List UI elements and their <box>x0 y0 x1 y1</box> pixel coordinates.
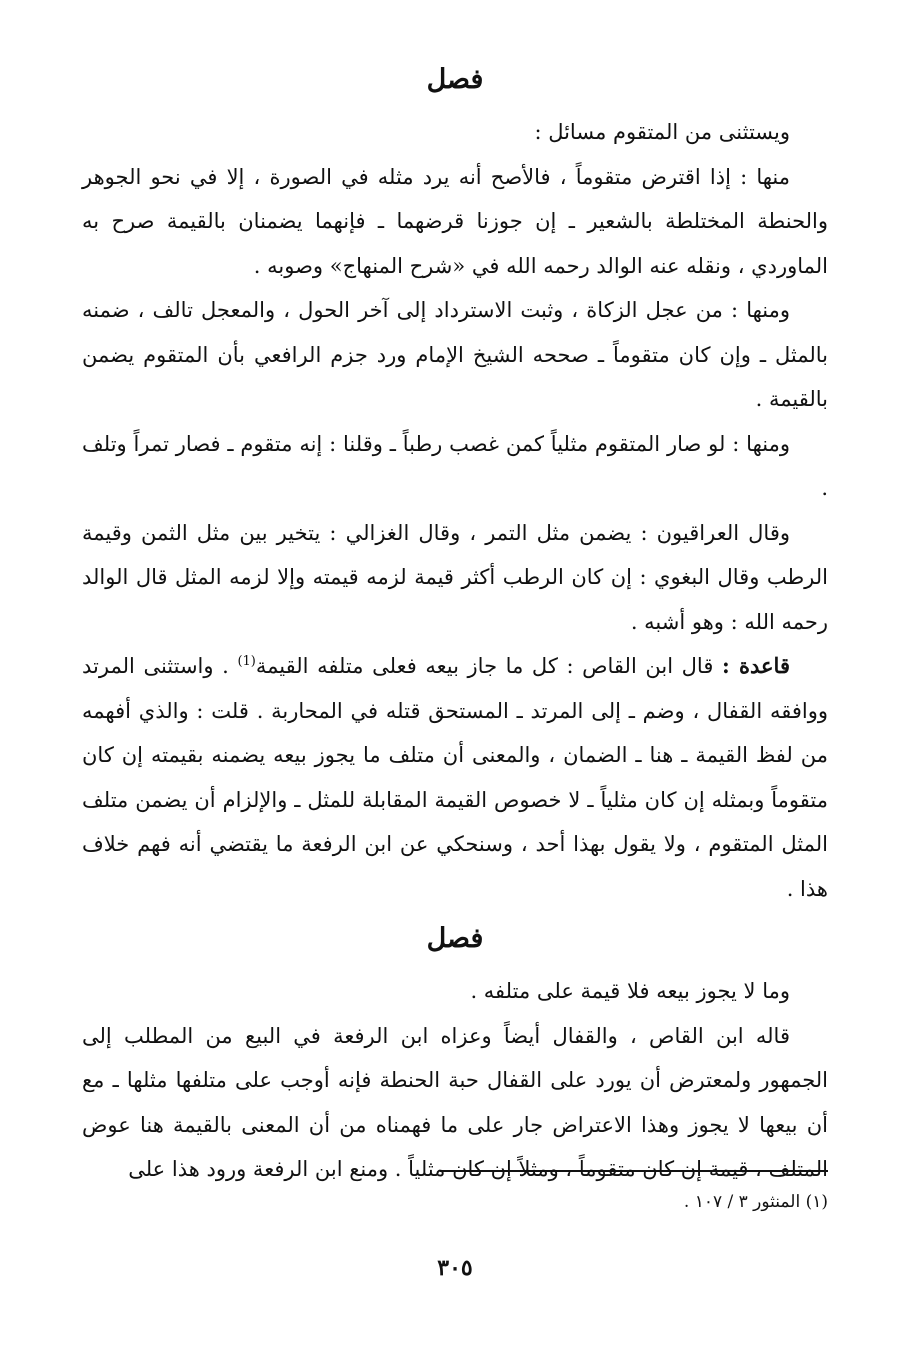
paragraph-loan: منها : إذا اقترض متقوماً ، فالأصح أنه يرد مثله في الصورة ، إلا في نحو الجوهر والحنطة المختلطة بالشعير ـ إن جوزنا قرضهما ـ فإنهما يضمنان بالقيمة صرح به الماوردي ، ونقله عنه الوالد رحمه الله في «شرح المنهاج» وصوبه . <box>82 164 828 278</box>
paragraph-no-value: وما لا يجوز بيعه فلا قيمة على متلفه . <box>470 979 790 1003</box>
page-number: ٣٠٥ <box>437 1255 473 1281</box>
document-page <box>82 58 828 1356</box>
section-heading-1: فصل <box>426 64 484 95</box>
footnote: (١) المنثور ٣ / ١٠٧ . <box>683 1192 828 1212</box>
paragraph-zakat: ومنها : من عجل الزكاة ، وثبت الاسترداد إلى آخر الحول ، والمعجل تالف ، ضمنه بالمثل ـ وإن كان متقوماً ـ صححه الشيخ الإمام ورد جزم الرافعي بأن المتقوم يضمن بالقيمة . <box>82 298 828 411</box>
rule-text-a: قال ابن القاص : كل ما جاز بيعه فعلى متلفه القيمة <box>255 654 722 678</box>
section-heading-2: فصل <box>426 923 484 954</box>
paragraph-ibn-alqass: قاله ابن القاص ، والقفال أيضاً وعزاه ابن الرفعة في البيع من المطلب إلى الجمهور ولمعترض أن يورد على القفال حبة الحنطة فإنه أوجب على متلفها مثلها ـ مع أن بيعها لا يجوز وهذا الاعتراض جار على ما فهمناه من أن المعنى بالقيمة هنا عوض المتلف ، قيمة إن كان متقوماً ، ومثلاً إن كان مثلياً . ومنع ابن الرفعة ورود هذا على <box>82 1023 828 1181</box>
paragraph-rule <box>82 644 828 911</box>
paragraph-dates: ومنها : لو صار المتقوم مثلياً كمن غصب رطباً ـ وقلنا : إنه متقوم ـ فصار تمراً وتلف . <box>82 431 828 500</box>
paragraph-intro: ويستثنى من المتقوم مسائل : <box>534 120 790 144</box>
rule-label: قاعدة : <box>721 653 790 678</box>
paragraph-opinions: وقال العراقيون : يضمن مثل التمر ، وقال الغزالي : يتخير بين مثل الثمن وقيمة الرطب وقال البغوي : إن كان الرطب أكثر قيمة لزمه قيمته وإلا لزمه المثل قال الوالد رحمه الله : وهو أشبه . <box>82 520 828 634</box>
footnote-reference: (1) <box>237 654 256 669</box>
footnote-divider <box>440 1170 828 1172</box>
rule-text-b: . واستثنى المرتد ووافقه القفال ، وضم ـ إلى المرتد ـ المستحق قتله في المحاربة . قلت : والذي أفهمه من لفظ القيمة ـ هنا ـ الضمان ، والمعنى أن متلف ما يجوز بيعه يضمنه بقيمته إن كان متقوماً وبمثله إن كان مثلياً ـ لا خصوص القيمة المقابلة للمثل ـ والإلزام أن يضمن متلف المثل المتقوم ، ولا يقول بهذا أحد ، وسنحكي عن ابن الرفعة ما يقتضي أنه فهم خلاف هذا . <box>82 654 828 901</box>
